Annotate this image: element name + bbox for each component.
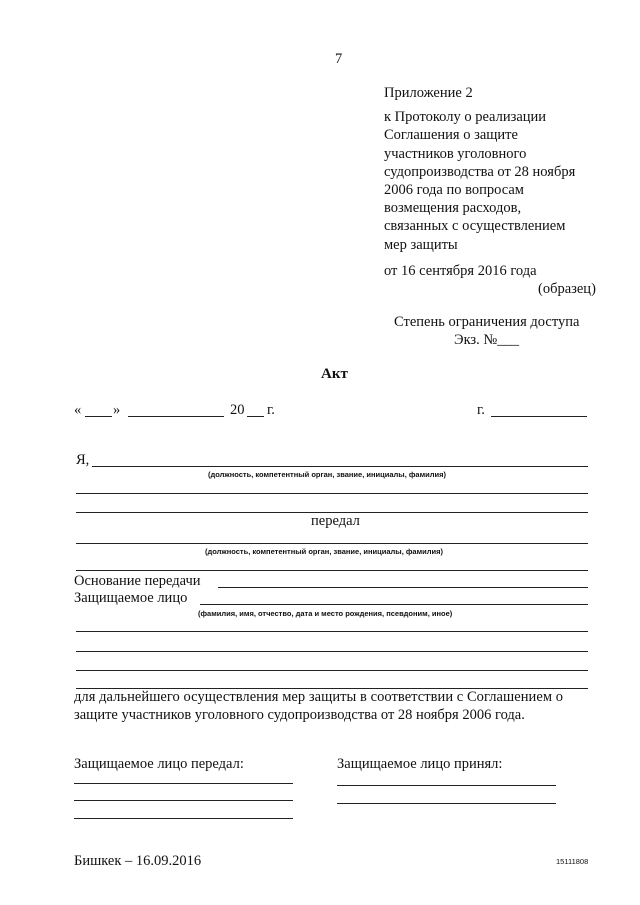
document-title: Акт bbox=[321, 366, 348, 382]
basis-field bbox=[218, 587, 588, 588]
blank-line bbox=[76, 651, 588, 652]
appendix-line: Соглашения о защите bbox=[384, 127, 518, 144]
caption-person: (фамилия, имя, отчество, дата и место рождения, псевдоним, иное) bbox=[198, 609, 453, 618]
transferred-label: передал bbox=[311, 513, 360, 529]
receiver-field bbox=[76, 543, 588, 544]
basis-label: Основание передачи bbox=[74, 573, 201, 589]
blank-line bbox=[76, 670, 588, 671]
appendix-line: судопроизводства от 28 ноября bbox=[384, 163, 576, 180]
year-field bbox=[247, 416, 264, 417]
appendix-line: мер защиты bbox=[384, 236, 458, 253]
received-label: Защищаемое лицо принял: bbox=[337, 756, 503, 772]
purpose-line-2: защите участников уголовного судопроизводства от 28 ноября 2006 года. bbox=[74, 707, 525, 723]
appendix-title: Приложение 2 bbox=[384, 85, 473, 101]
footer-code: 15111808 bbox=[556, 857, 589, 866]
month-field bbox=[128, 416, 224, 417]
blank-line bbox=[76, 631, 588, 632]
day-field bbox=[85, 416, 112, 417]
quote-open: « bbox=[74, 402, 82, 418]
appendix-line: к Протоколу о реализации bbox=[384, 109, 547, 126]
caption-position-2: (должность, компетентный орган, звание, инициалы, фамилия) bbox=[205, 547, 444, 556]
protected-person-field bbox=[200, 604, 588, 605]
blank-line bbox=[76, 493, 588, 494]
page-number: 7 bbox=[335, 51, 343, 67]
appendix-block bbox=[384, 84, 575, 280]
caption-position: (должность, компетентный орган, звание, инициалы, фамилия) bbox=[208, 470, 447, 479]
ya-field bbox=[92, 466, 588, 467]
protected-person-label: Защищаемое лицо bbox=[74, 590, 188, 606]
signature-line bbox=[74, 783, 293, 784]
copy-number: Экз. №___ bbox=[454, 332, 519, 348]
signature-line bbox=[337, 803, 556, 804]
appendix-line: связанных с осуществлением bbox=[384, 218, 566, 235]
signature-line bbox=[337, 785, 556, 786]
appendix-line: возмещения расходов, bbox=[384, 200, 522, 217]
appendix-date: от 16 сентября 2016 года bbox=[384, 262, 537, 279]
signature-line bbox=[74, 818, 293, 819]
appendix-line: 2006 года по вопросам bbox=[384, 182, 524, 199]
year-suffix: г. bbox=[267, 402, 275, 418]
signature-line bbox=[74, 800, 293, 801]
blank-line bbox=[76, 570, 588, 571]
quote-close: » bbox=[113, 402, 121, 418]
access-level: Степень ограничения доступа bbox=[394, 314, 580, 330]
ya-label: Я, bbox=[76, 452, 90, 468]
footer-place-date: Бишкек – 16.09.2016 bbox=[74, 853, 202, 869]
purpose-line-1: для дальнейшего осуществления мер защиты в соответствии с Соглашением о bbox=[74, 689, 564, 705]
handed-over-label: Защищаемое лицо передал: bbox=[74, 756, 244, 772]
city-prefix: г. bbox=[477, 402, 485, 418]
appendix-line: участников уголовного bbox=[384, 145, 527, 162]
city-field bbox=[491, 416, 587, 417]
sample-label: (образец) bbox=[538, 281, 596, 297]
year-prefix: 20 bbox=[230, 402, 245, 418]
